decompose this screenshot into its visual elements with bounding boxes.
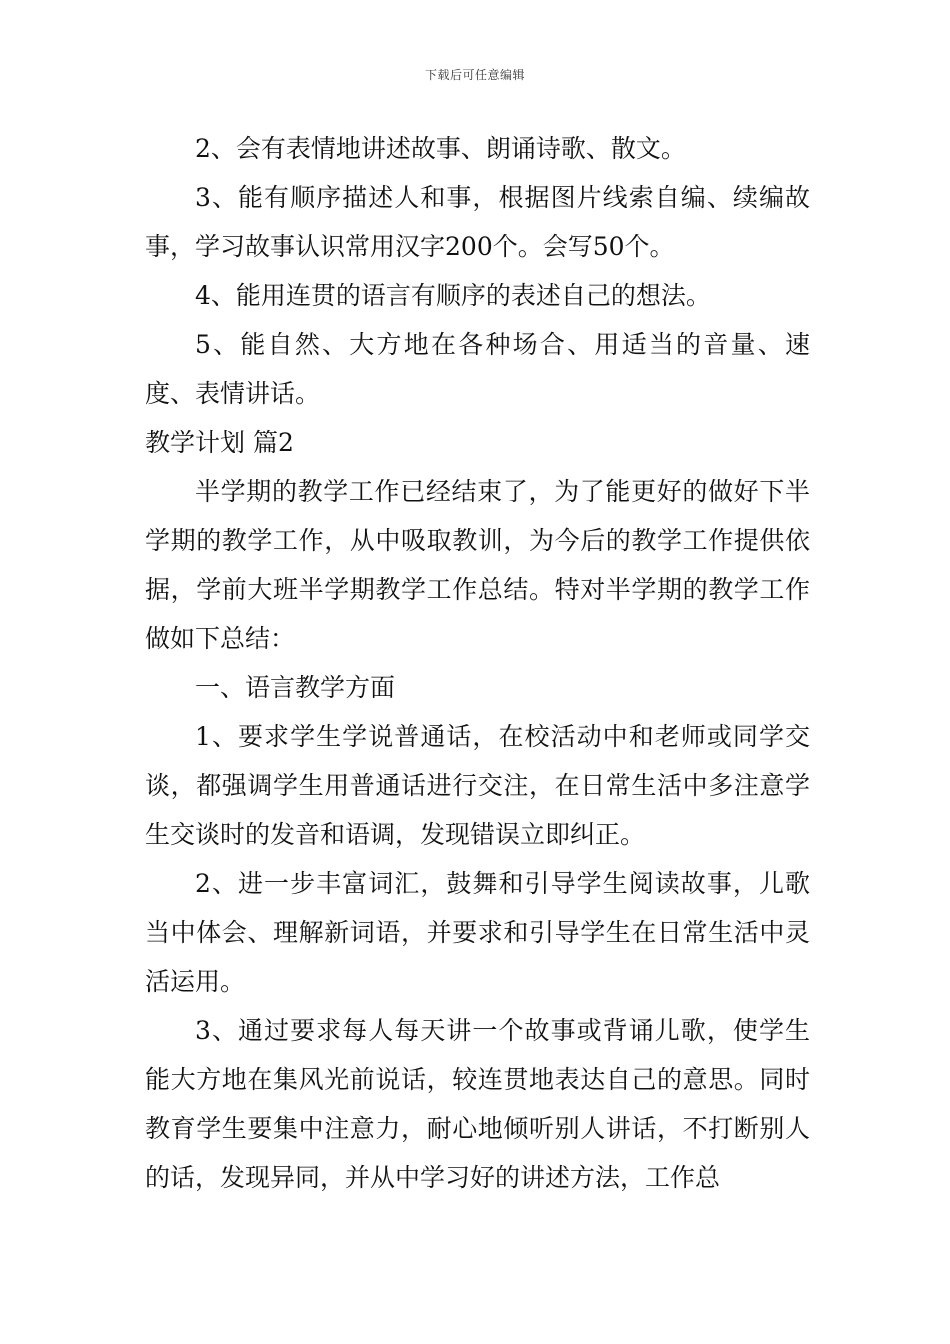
page-header: 下载后可任意编辑 [424,68,525,82]
subsection-heading: 一、语言教学方面 [195,673,396,702]
paragraph-1: 2、会有表情地讲述故事、朗诵诗歌、散文。 [195,134,686,163]
document-body [145,124,810,1202]
paragraph-9: 2、进一步丰富词汇，鼓舞和引导学生阅读故事，儿歌当中体会、理解新词语，并要求和引导学生在日常生活中灵活运用。 [145,869,810,996]
paragraph-2: 3、能有顺序描述人和事，根据图片线索自编、续编故事，学习故事认识常用汉字200个。会写50个。 [145,183,810,261]
paragraph-4: 5、能自然、大方地在各种场合、用适当的音量、速度、表情讲话。 [145,330,810,408]
paragraph-6: 半学期的教学工作已经结束了，为了能更好的做好下半学期的教学工作，从中吸取教训，为今后的教学工作提供依据，学前大班半学期教学工作总结。特对半学期的教学工作做如下总结： [145,477,810,653]
paragraph-8: 1、要求学生学说普通话，在校活动中和老师或同学交谈，都强调学生用普通话进行交注，在日常生活中多注意学生交谈时的发音和语调，发现错误立即纠正。 [145,722,810,849]
section-heading: 教学计划 篇2 [145,428,294,457]
paragraph-10: 3、通过要求每人每天讲一个故事或背诵儿歌，使学生能大方地在集风光前说话，较连贯地表达自己的意思。同时教育学生要集中注意力，耐心地倾听别人讲话，不打断别人的话，发现异同，并从中学习好的讲述方法，工作总 [145,1016,810,1192]
paragraph-3: 4、能用连贯的语言有顺序的表述自己的想法。 [195,281,711,310]
